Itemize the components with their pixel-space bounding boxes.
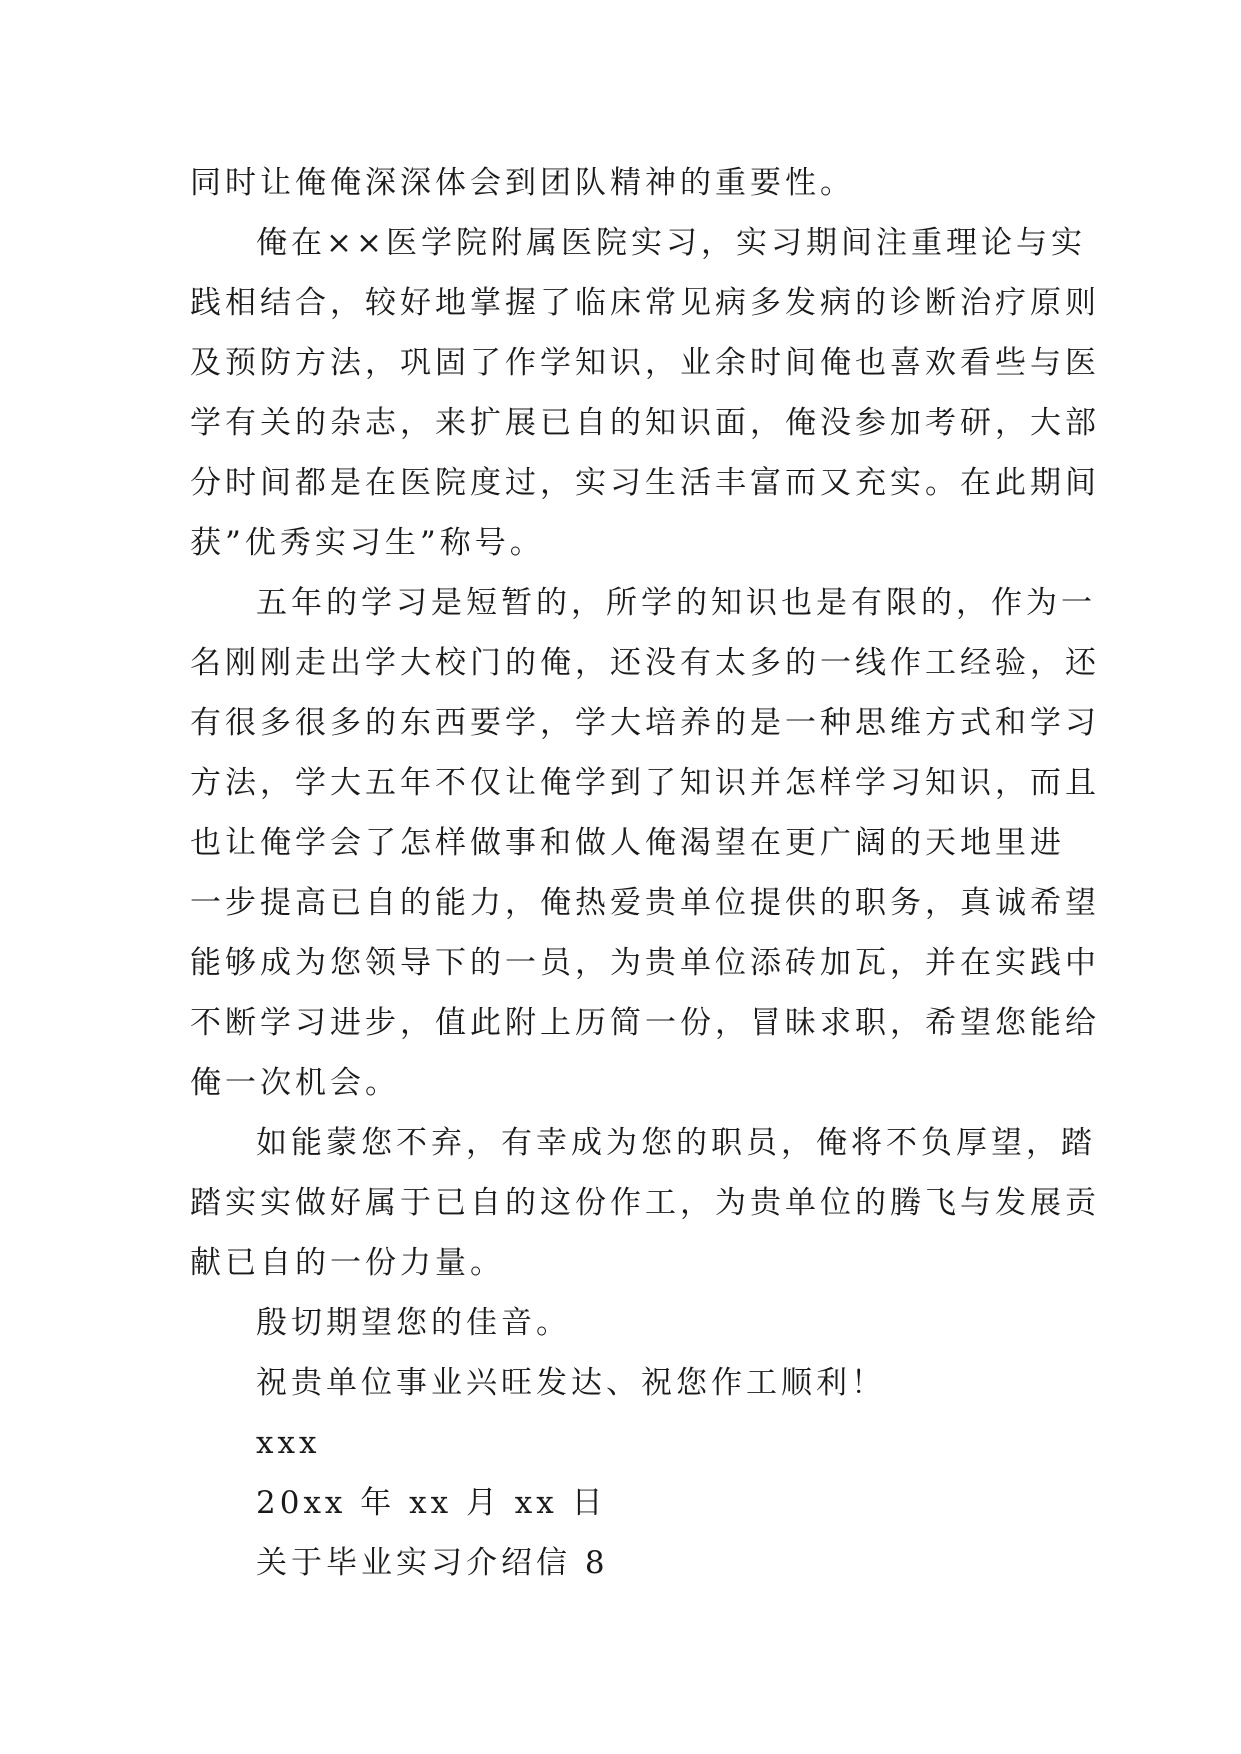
text-line: 有很多很多的东西要学，学大培养的是一种思维方式和学习 [190, 705, 1100, 741]
text-line: 如能蒙您不弃，有幸成为您的职员，俺将不负厚望，踏 [256, 1125, 1096, 1161]
text-line: 俺一次机会。 [190, 1065, 400, 1101]
text-line: 不断学习进步，值此附上历简一份，冒昧求职，希望您能给 [190, 1005, 1100, 1041]
text-line: 能够成为您领导下的一员，为贵单位添砖加瓦，并在实践中 [190, 945, 1100, 981]
text-line: 踏实实做好属于已自的这份作工，为贵单位的腾飞与发展贡 [190, 1185, 1100, 1221]
text-line: 祝贵单位事业兴旺发达、祝您作工顺利！ [256, 1365, 886, 1401]
text-line: 殷切期望您的佳音。 [256, 1305, 571, 1341]
text-line: 同时让俺俺深深体会到团队精神的重要性。 [190, 165, 855, 201]
text-line: 五年的学习是短暂的，所学的知识也是有限的，作为一 [256, 585, 1096, 621]
signature-name: xxx [256, 1425, 321, 1461]
text-line: 践相结合，较好地掌握了临床常见病多发病的诊断治疗原则 [190, 285, 1100, 321]
text-line: 俺在××医学院附属医院实习，实习期间注重理论与实 [256, 225, 1086, 261]
text-line: 及预防方法，巩固了作学知识，业余时间俺也喜欢看些与医 [190, 345, 1100, 381]
text-line: 获”优秀实习生”称号。 [190, 525, 545, 561]
section-heading: 关于毕业实习介绍信 8 [256, 1545, 609, 1581]
text-line: 分时间都是在医院度过，实习生活丰富而又充实。在此期间 [190, 465, 1100, 501]
document-body [190, 153, 1100, 1593]
signature-date: 20xx 年 xx 月 xx 日 [256, 1485, 607, 1521]
text-line: 名刚刚走出学大校门的俺，还没有太多的一线作工经验，还 [190, 645, 1100, 681]
text-line: 一步提高已自的能力，俺热爱贵单位提供的职务，真诚希望 [190, 885, 1100, 921]
text-line: 也让俺学会了怎样做事和做人俺渴望在更广阔的天地里进 [190, 825, 1065, 861]
text-line: 学有关的杂志，来扩展已自的知识面，俺没参加考研，大部 [190, 405, 1100, 441]
text-line: 方法，学大五年不仅让俺学到了知识并怎样学习知识，而且 [190, 765, 1100, 801]
text-line: 献已自的一份力量。 [190, 1245, 505, 1281]
